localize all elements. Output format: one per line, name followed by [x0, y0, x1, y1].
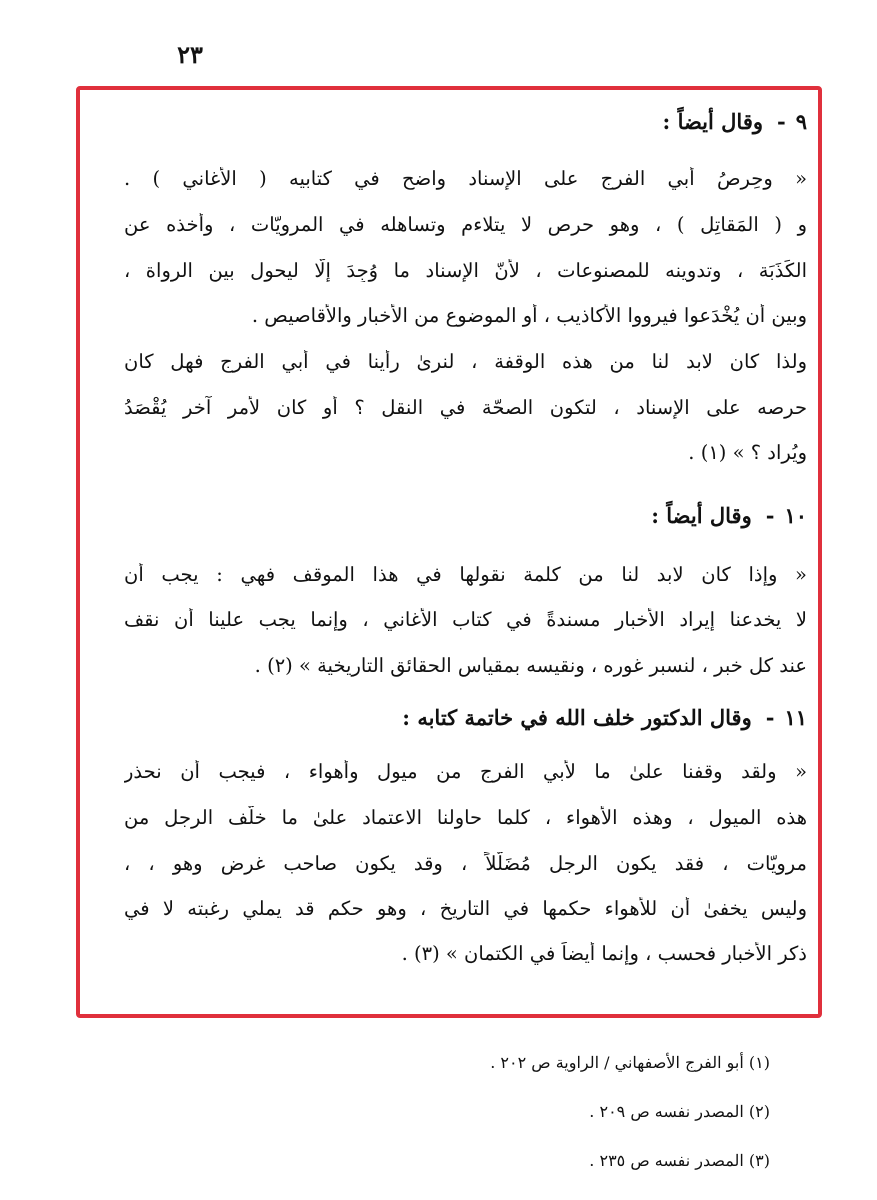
text-line: « ولقد وقفنا علىٰ ما لأبي الفرج من ميول وأهواء ، فيجب أن نحذر [124, 760, 807, 783]
text-line: عند كل خبر ، لنسبر غوره ، ونقيسه بمقياس الحقائق التاريخية » (٢) . [254, 654, 807, 677]
section-number: ٩ [795, 109, 807, 134]
footnote-1: (١) أبو الفرج الأصفهاني / الراوية ص ٢٠٢ . [490, 1053, 770, 1072]
text-line: « وحِرصُ أبي الفرج على الإسناد واضح في كتابيه ( الأغاني ) . [124, 167, 807, 190]
section-number: ١١ [784, 705, 807, 730]
text-line: و ( المَقاتِل ) ، وهو حرص لا يتلاءم وتساهله في المرويّات ، وأخذه عن [124, 213, 807, 236]
text-line: وبين أن يُخْدَعوا فيرووا الأكاذيب ، أو الموضوع من الأخبار والأقاصيص . [251, 304, 807, 327]
section-heading-11: ١١-وقال الدكتور خلف الله في خاتمة كتابه : [402, 705, 807, 730]
section-title: وقال الدكتور خلف الله في خاتمة كتابه : [402, 705, 752, 730]
text-line: « وإذا كان لابد لنا من كلمة نقولها في هذا الموقف فهي : يجب أن [124, 563, 807, 586]
text-line: وليس يخفىٰ أن للأهواء حكمها في التاريخ ، وهو حكم قد يملي رغبته لا في [124, 897, 807, 920]
section-heading-10: ١٠-وقال أيضاً : [651, 503, 807, 528]
text-line: مرويّات ، فقد يكون الرجل مُضَلّلاً ، وقد يكون صاحب غرض وهو ، ، [124, 852, 807, 875]
section-title: وقال أيضاً : [651, 503, 752, 528]
section-heading-9: ٩-وقال أيضاً : [662, 109, 807, 134]
text-line: ويُراد ؟ » (١) . [688, 441, 807, 464]
text-line: لا يخدعنا إيراد الأخبار مسندةً في كتاب الأغاني ، وإنما يجب علينا أن نقف [124, 608, 807, 631]
footnote-2: (٢) المصدر نفسه ص ٢٠٩ . [589, 1102, 770, 1121]
section-title: وقال أيضاً : [662, 109, 763, 134]
footnote-3: (٣) المصدر نفسه ص ٢٣٥ . [589, 1151, 770, 1170]
section-number: ١٠ [784, 503, 807, 528]
text-line: حرصه على الإسناد ، لتكون الصحّة في النقل ؟ أو كان لأمر آخر يُقْصَدُ [124, 396, 807, 419]
text-line: ولذا كان لابد لنا من هذه الوقفة ، لنرىٰ رأينا في أبي الفرج فهل كان [124, 350, 807, 373]
text-line: الكَذَبَة ، وتدوينه للمصنوعات ، لأنّ الإسناد ما وُجِدَ إلّا ليحول بين الرواة ، [124, 259, 807, 282]
text-line: هذه الميول ، وهذه الأهواء ، كلما حاولنا الاعتماد علىٰ ما خلّف الرجل من [124, 806, 807, 829]
text-line: ذكر الأخبار فحسب ، وإنما أيضاً في الكتمان » (٣) . [401, 942, 807, 965]
page-number: ٢٣ [177, 40, 203, 69]
